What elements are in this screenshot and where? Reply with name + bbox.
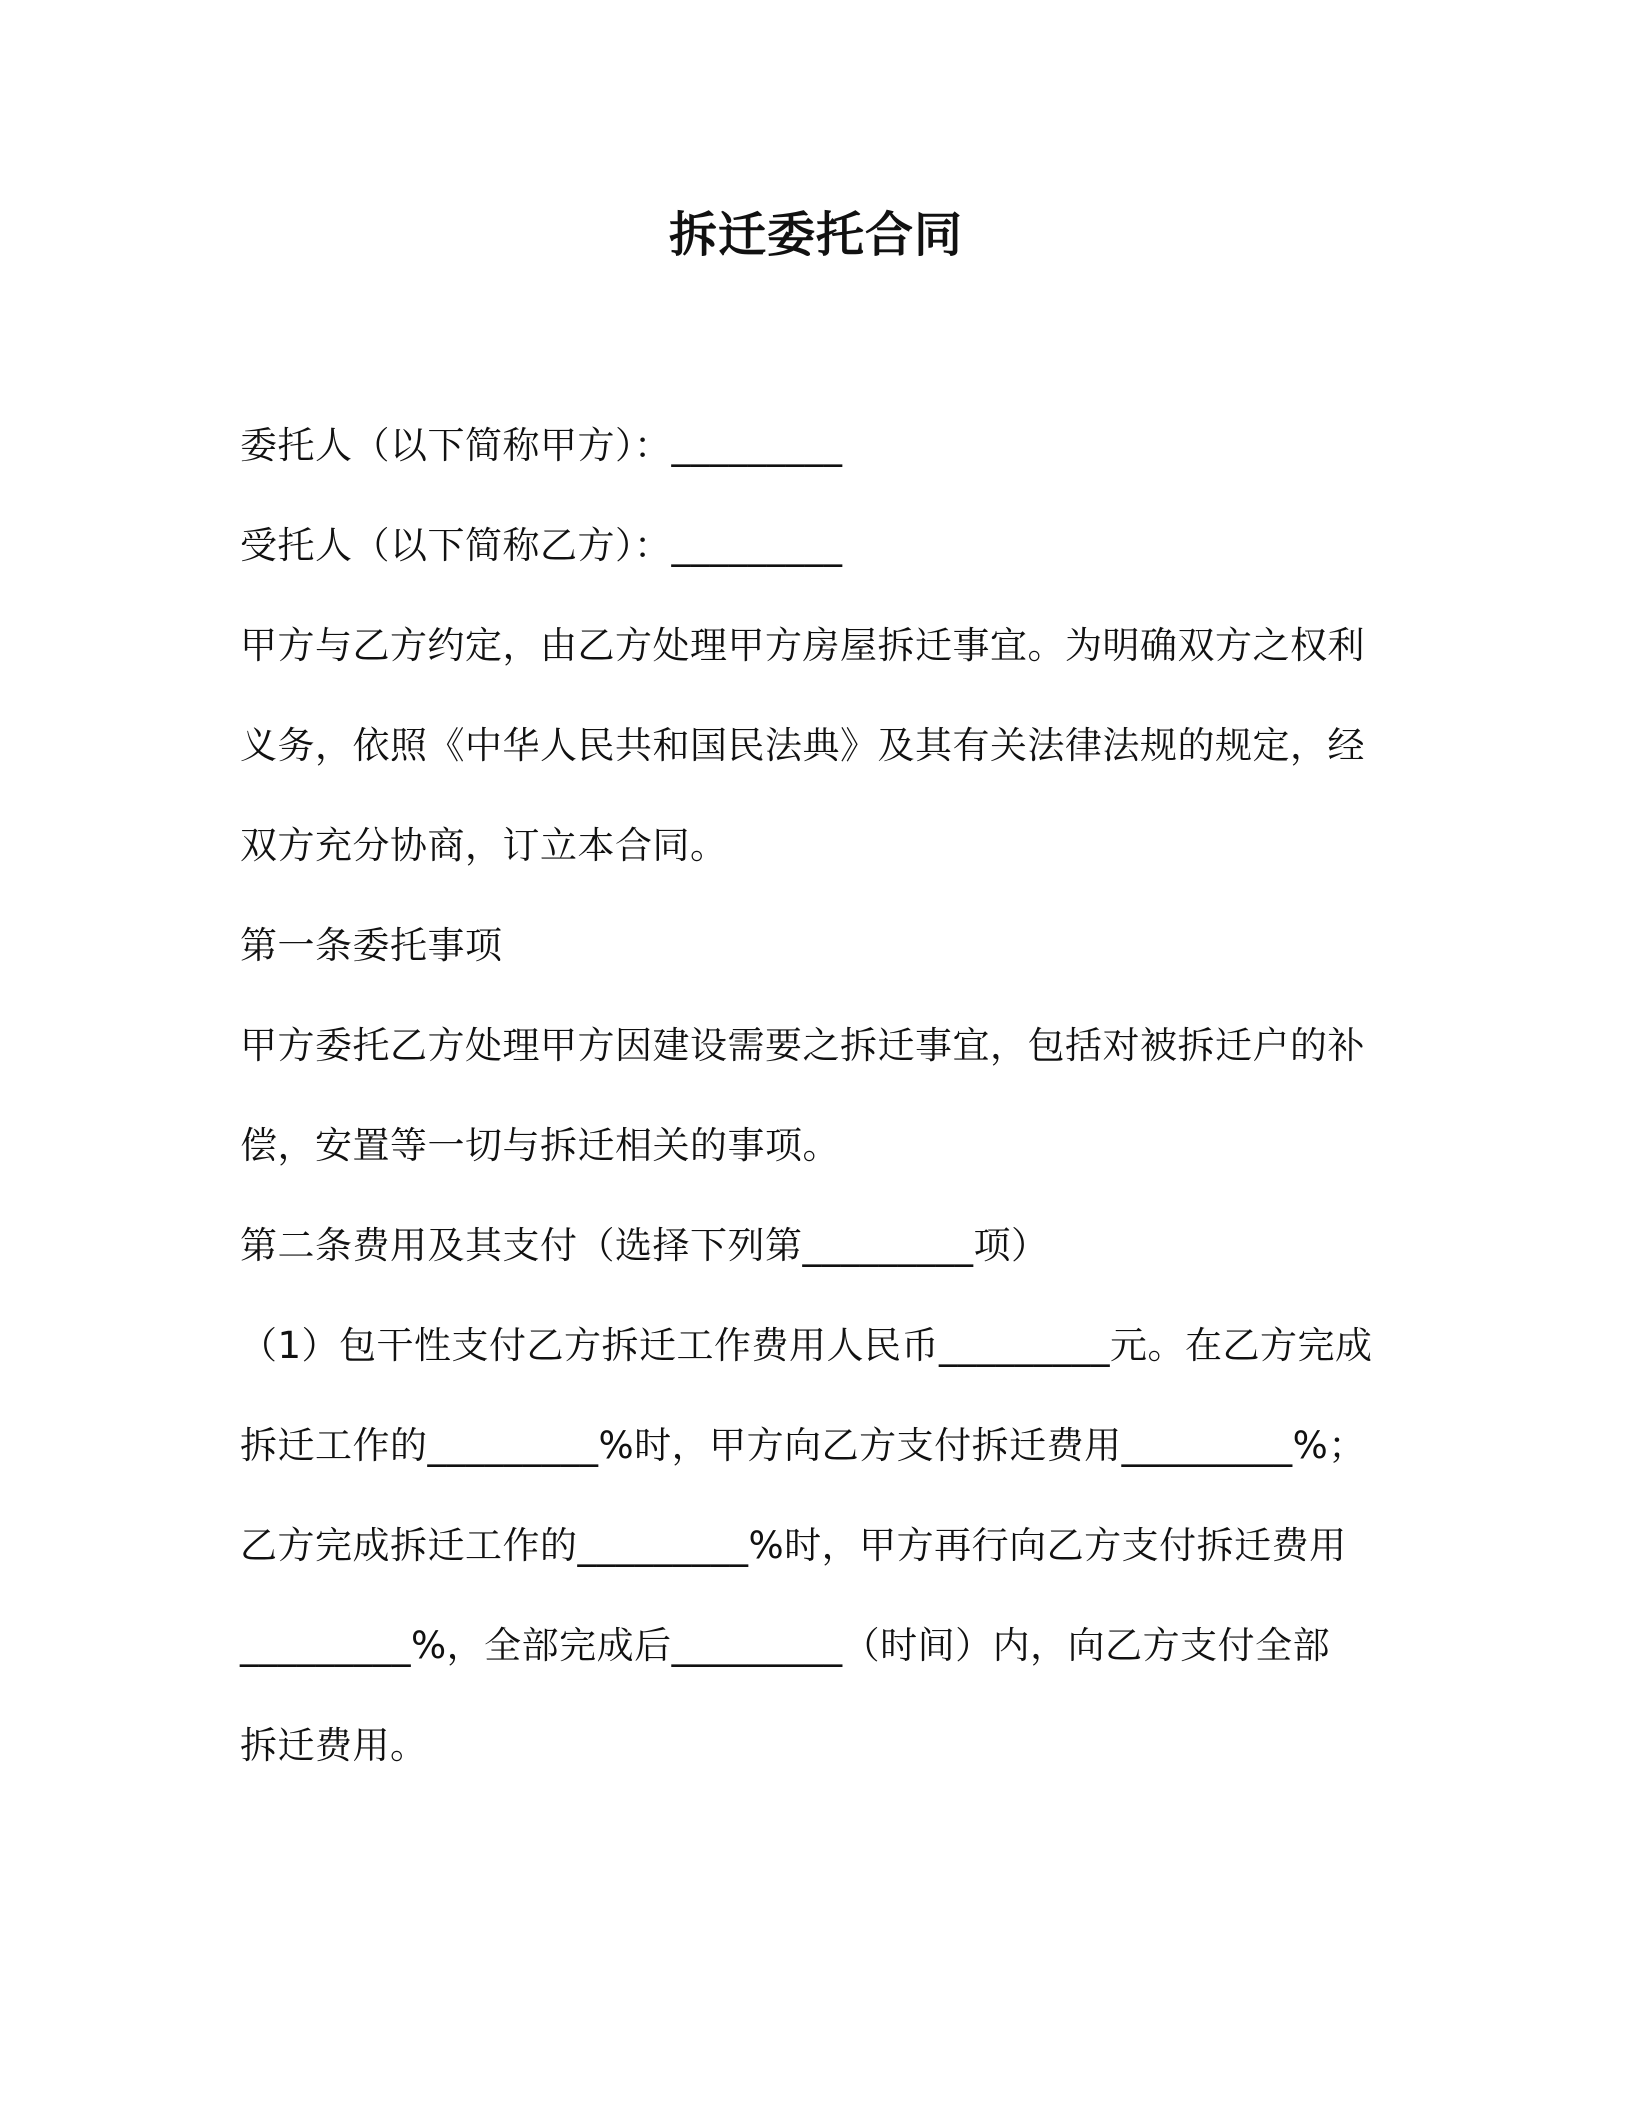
- article-1-heading: 第一条委托事项: [240, 924, 503, 967]
- document-title: 拆迁委托合同: [668, 207, 963, 263]
- party-b-line: 受托人（以下简称乙方）：_________: [240, 524, 843, 567]
- article-2-line-3: 乙方完成拆迁工作的_________%时，甲方再行向乙方支付拆迁费用: [240, 1524, 1347, 1567]
- preamble-line-2: 义务，依照《中华人民共和国民法典》及其有关法律法规的规定，经: [240, 724, 1365, 767]
- article-2-line-1: （1）包干性支付乙方拆迁工作费用人民币_________元。在乙方完成: [240, 1324, 1373, 1367]
- article-1-line-1: 甲方委托乙方处理甲方因建设需要之拆迁事宜，包括对被拆迁户的补: [240, 1024, 1365, 1067]
- article-2-line-5: 拆迁费用。: [240, 1724, 428, 1767]
- party-a-line: 委托人（以下简称甲方）：_________: [240, 424, 843, 467]
- article-2-line-2: 拆迁工作的_________%时，甲方向乙方支付拆迁费用_________%；: [240, 1424, 1366, 1467]
- article-2-heading: 第二条费用及其支付（选择下列第_________项）: [240, 1224, 1049, 1267]
- preamble-line-1: 甲方与乙方约定，由乙方处理甲方房屋拆迁事宜。为明确双方之权利: [240, 624, 1365, 667]
- article-1-line-2: 偿，安置等一切与拆迁相关的事项。: [240, 1124, 840, 1167]
- article-2-line-4: _________%，全部完成后_________（时间）内，向乙方支付全部: [240, 1624, 1331, 1667]
- preamble-line-3: 双方充分协商，订立本合同。: [240, 824, 728, 867]
